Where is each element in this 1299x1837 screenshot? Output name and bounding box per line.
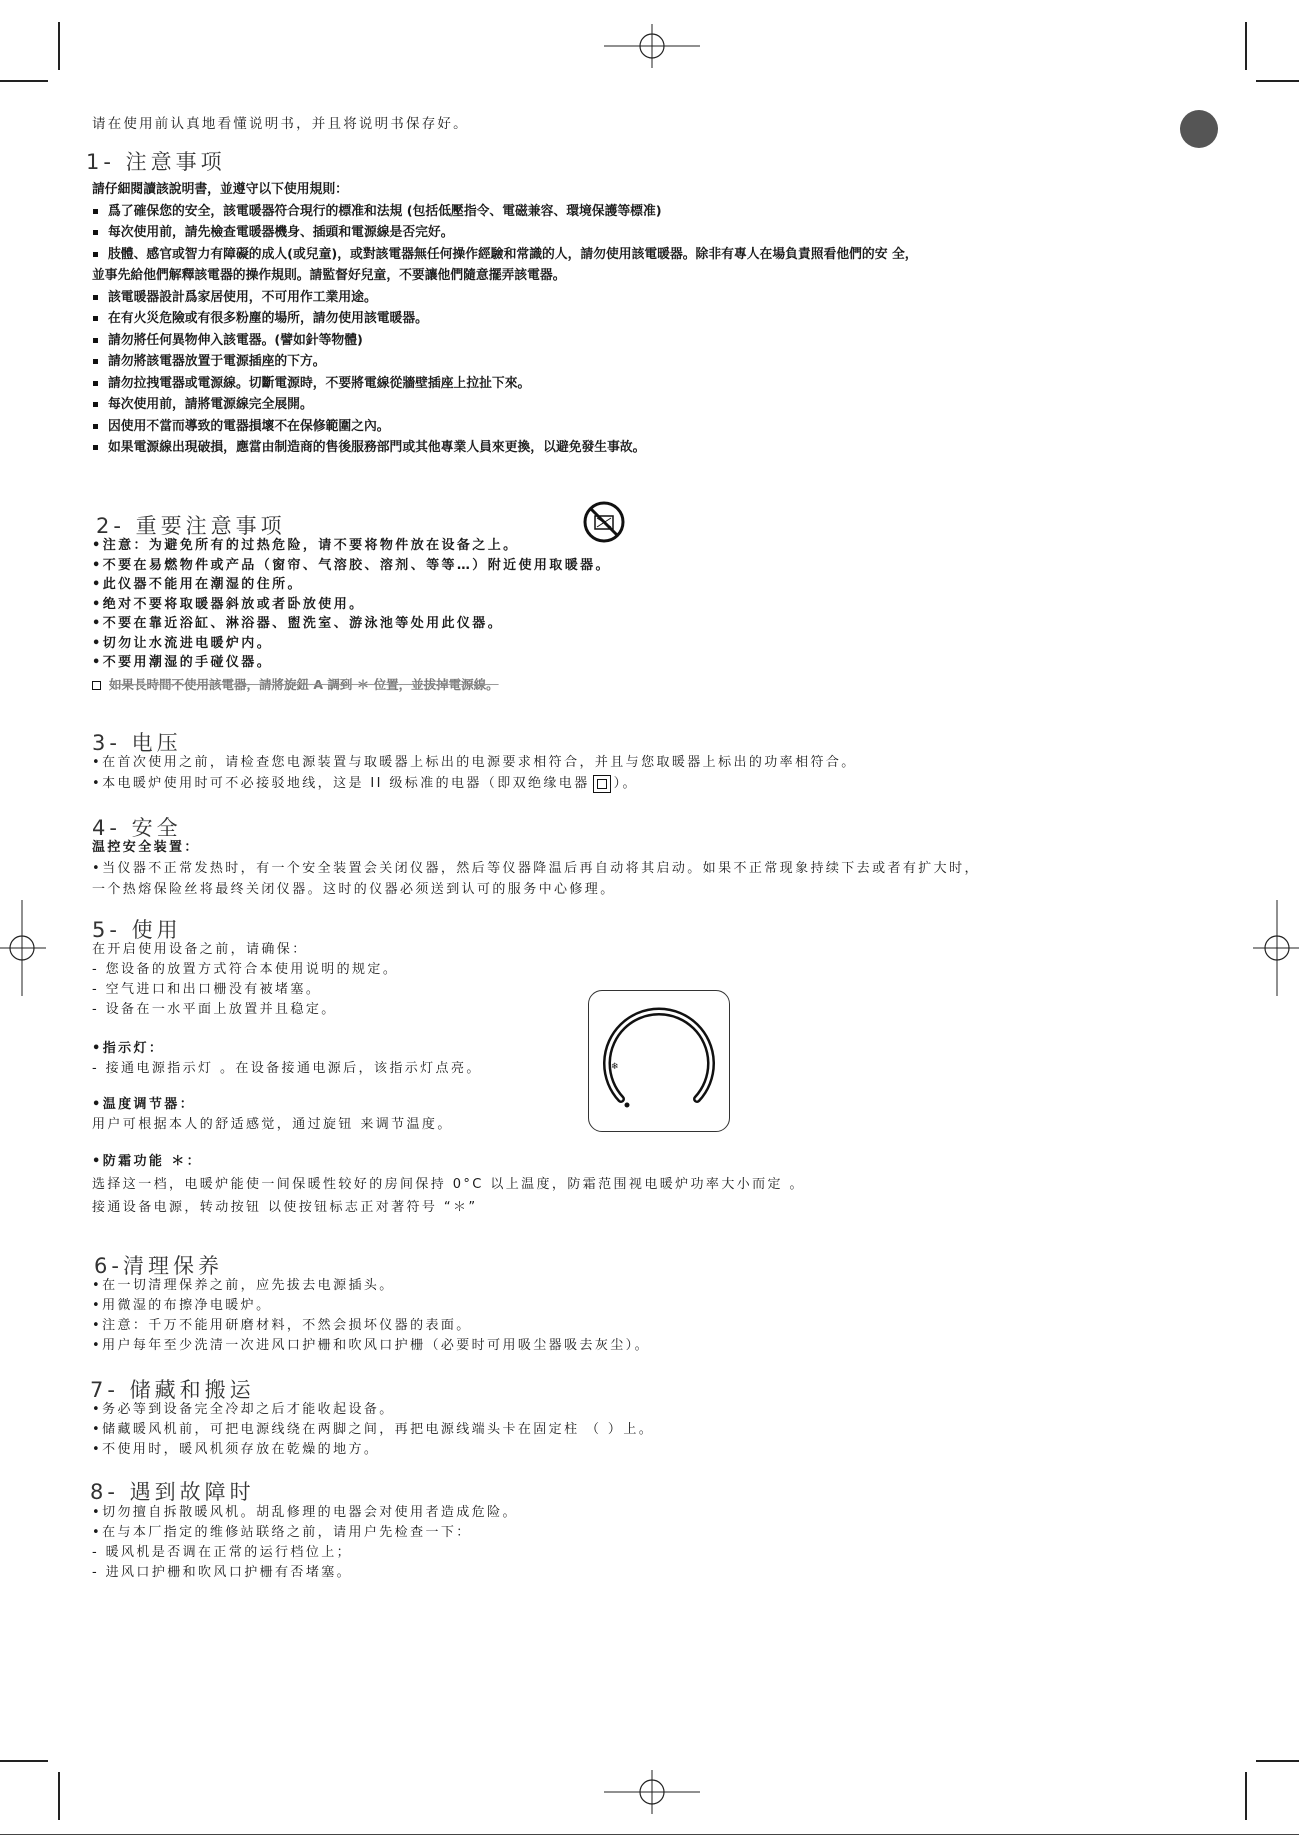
check-item: - 您设备的放置方式符合本使用说明的规定。 <box>92 962 399 977</box>
list-item: •切勿擅自拆散暖风机。胡乱修理的电器会对使用者造成危险。 <box>92 1505 518 1520</box>
frost-title: •防霜功能 ＊： <box>92 1154 203 1169</box>
section-8-title: 8- 遇到故障时 <box>90 1480 255 1504</box>
section-6-body <box>92 1276 650 1356</box>
list-item: 如果電源線出現破損，應當由制造商的售後服務部門或其他專業人員來更換，以避免發生事故。 <box>92 437 918 459</box>
frost-line-2: 接通设备电源，转动按钮 以使按钮标志正对著符号 “＊” <box>92 1200 478 1215</box>
indicator-text: - 接通电源指示灯 。在设备接通电源后，该指示灯点亮。 <box>92 1061 482 1076</box>
crop-mark <box>1256 80 1299 82</box>
list-item: •用微湿的布擦净电暖炉。 <box>92 1298 272 1313</box>
section-1-title: 1- 注意事项 <box>86 150 226 174</box>
list-item: 請勿將任何異物伸入該電器。(譬如針等物體) <box>92 330 918 352</box>
section-5-lead: 在开启使用设备之前，请确保： <box>92 942 308 957</box>
registration-mark-top <box>604 24 700 68</box>
list-item: •储藏暖风机前，可把电源线绕在两脚之间，再把电源线端头卡在固定柱 （ ）上。 <box>92 1422 655 1437</box>
thermostat-block <box>92 1095 453 1135</box>
section-2-title: 2- 重要注意事项 <box>96 514 286 538</box>
voltage-line-2 <box>92 773 857 794</box>
list-item: •不使用时，暖风机须存放在乾燥的地方。 <box>92 1442 380 1457</box>
frost-block <box>92 1150 805 1219</box>
section-6-title: 6-清理保养 <box>94 1254 223 1278</box>
section-7-title: 7- 储藏和搬运 <box>90 1378 255 1402</box>
section-5-title: 5- 使用 <box>92 918 182 942</box>
section-3-title: 3- 电压 <box>92 731 182 755</box>
section-2-body <box>92 536 611 694</box>
crop-mark <box>0 80 48 82</box>
section-7-body <box>92 1400 654 1460</box>
crop-mark <box>1245 22 1247 70</box>
voltage-line-2b: ）。 <box>613 776 638 791</box>
crop-mark <box>0 1760 48 1762</box>
list-item: 在有火災危險或有很多粉塵的場所，請勿使用該電暖器。 <box>92 308 918 330</box>
list-item: •不要在靠近浴缸、淋浴器、盥洗室、游泳池等处用此仪器。 <box>92 616 504 631</box>
list-item: •不要在易燃物件或产品（窗帘、气溶胶、溶剂、等等…）附近使用取暖器。 <box>92 557 611 573</box>
list-item-continuation: 並事先給他們解釋該電器的操作規則。請監督好兒童，不要讓他們隨意擺弄該電器。 <box>92 268 566 283</box>
registration-mark-left <box>0 900 46 996</box>
frost-line-1: 选择这一档，电暖炉能使一间保暖性较好的房间保持 0°C 以上温度，防霜范围视电暖炉功率大小而定 。 <box>92 1177 805 1192</box>
list-item: 該電暖器設計爲家居使用，不可用作工業用途。 <box>92 287 918 309</box>
indicator-block <box>92 1039 482 1079</box>
list-item: 每次使用前，請將電源線完全展開。 <box>92 394 918 416</box>
thermostat-title: •温度调节器： <box>92 1097 196 1112</box>
section-4-title: 4- 安全 <box>92 816 182 840</box>
list-item: •不要用潮湿的手碰仪器。 <box>92 655 273 670</box>
section-8-body <box>92 1503 518 1583</box>
list-item: •绝对不要将取暖器斜放或者卧放使用。 <box>92 596 365 612</box>
section-1-lead: 請仔細閱讀該說明書，並遵守以下使用規則： <box>92 182 348 197</box>
list-item: 爲了確保您的安全，該電暖器符合現行的標准和法規 (包括低壓指令、電磁兼容、環境保護等標准) <box>92 201 918 223</box>
list-item: •用户每年至少洗清一次进风口护栅和吹风口护栅（必要时可用吸尘器吸去灰尘）。 <box>92 1338 650 1353</box>
section-4-body <box>92 837 980 900</box>
indicator-title: •指示灯： <box>92 1041 165 1056</box>
section-5-checks <box>92 940 398 1020</box>
thermostat-text: 用户可根据本人的舒适感觉，通过旋钮 来调节温度。 <box>92 1117 453 1132</box>
safety-line-1: •当仪器不正常发热时，有一个安全装置会关闭仪器，然后等仪器降温后再自动将其启动。如果不正常现象持续下去或者有扩大时， <box>92 861 980 876</box>
crop-mark <box>1256 1760 1299 1762</box>
list-item: •此仪器不能用在潮湿的住所。 <box>92 577 303 592</box>
faded-list-item <box>92 675 611 695</box>
registration-mark-right <box>1253 900 1299 996</box>
check-item: - 设备在一水平面上放置并且稳定。 <box>92 1002 337 1017</box>
bottom-rule <box>0 1834 1299 1835</box>
section-1-body <box>92 179 918 459</box>
safety-line-2: 一个热熔保险丝将最终关闭仪器。这时的仪器必须送到认可的服务中心修理。 <box>92 882 616 897</box>
list-item: - 进风口护栅和吹风口护栅有否堵塞。 <box>92 1565 353 1580</box>
list-item: 每次使用前，請先檢查電暖器機身、插頭和電源線是否完好。 <box>92 222 918 244</box>
hollow-bullet-icon <box>92 681 101 690</box>
list-item: - 暖风机是否调在正常的运行档位上； <box>92 1545 353 1560</box>
double-insulation-icon <box>593 775 611 793</box>
voltage-line-2a: •本电暖炉使用时可不必接驳地线，这是 II 级标准的电器（即双绝缘电器 <box>92 776 590 791</box>
section-4-subtitle: 温控安全装置： <box>92 840 200 855</box>
svg-text:❄: ❄ <box>611 1062 619 1072</box>
list-item: 肢體、感官或智力有障礙的成人(或兒童)，或對該電器無任何操作經驗和常識的人，請勿使用該電暖器。除非有專人在場負責照看他們的安 全， <box>92 244 918 266</box>
list-item: •切勿让水流进电暖炉内。 <box>92 635 273 651</box>
list-item: •务必等到设备完全冷却之后才能收起设备。 <box>92 1402 395 1417</box>
language-badge-icon <box>1180 110 1218 148</box>
list-item: •在与本厂指定的维修站联络之前，请用户先检查一下： <box>92 1525 472 1540</box>
voltage-line-1: •在首次使用之前，请检查您电源装置与取暖器上标出的电源要求相符合，并且与您取暖器上标出的功率相符合。 <box>92 755 857 770</box>
list-item: 請勿將該電器放置于電源插座的下方。 <box>92 351 918 373</box>
list-item: 因使用不當而導致的電器損壞不在保修範圍之內。 <box>92 416 918 438</box>
crop-mark <box>58 1772 60 1820</box>
knob-illustration <box>588 990 730 1132</box>
crop-mark <box>58 22 60 70</box>
registration-mark-bottom <box>604 1770 700 1814</box>
faded-text: 如果長時間不使用該電器，請將旋鈕 A 調到 ＊ 位置，並拔掉電源線。 <box>109 676 499 692</box>
crop-mark <box>1245 1772 1247 1820</box>
list-item: •在一切清理保养之前，应先拔去电源插头。 <box>92 1278 395 1293</box>
section-3-body <box>92 752 857 794</box>
list-item: •注意：为避免所有的过热危险，请不要将物件放在设备之上。 <box>92 538 519 553</box>
list-item: 請勿拉拽電器或電源線。切斷電源時，不要將電線從牆壁插座上拉扯下來。 <box>92 373 918 395</box>
list-item: •注意：千万不能用研磨材料，不然会损坏仪器的表面。 <box>92 1318 472 1333</box>
intro-text: 请在使用前认真地看懂说明书，并且将说明书保存好。 <box>92 116 469 132</box>
check-item: - 空气进口和出口栅没有被堵塞。 <box>92 982 322 997</box>
control-knob-icon <box>589 991 729 1131</box>
